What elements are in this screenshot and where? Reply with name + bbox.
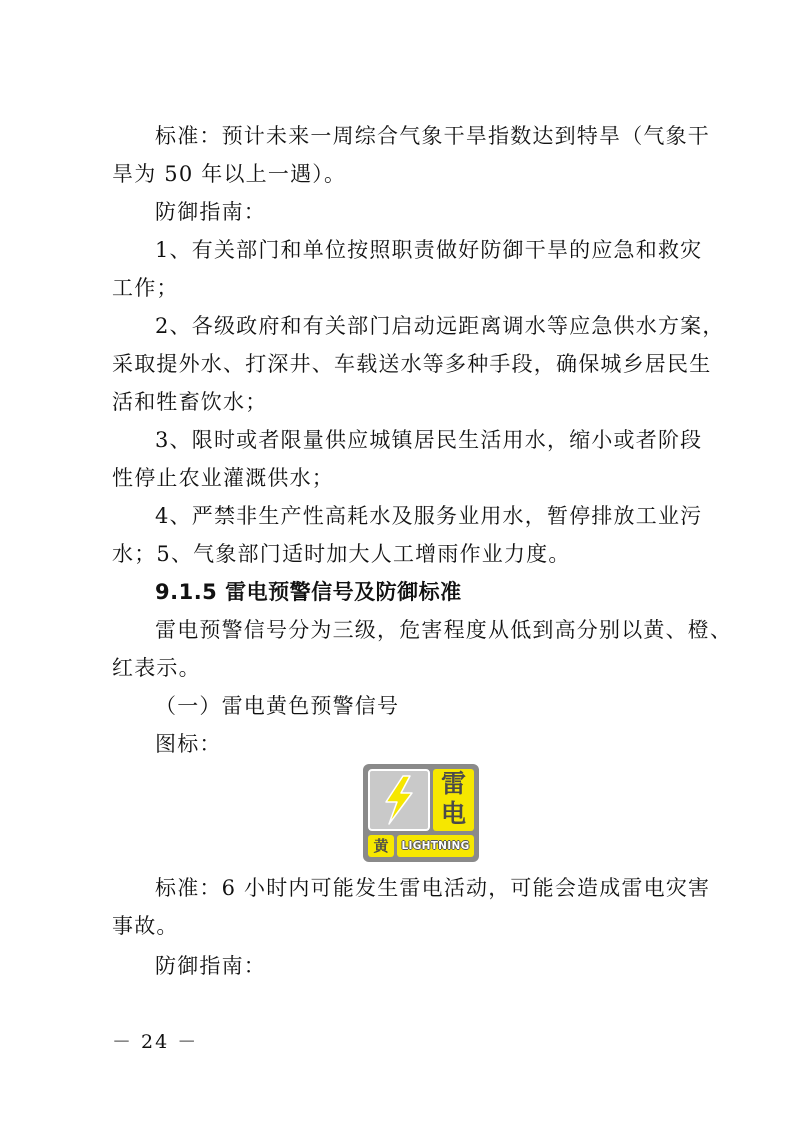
text-line: 采取提外水、打深井、车载送水等多种手段，确保城乡居民生	[112, 352, 712, 376]
text-line: 雷电预警信号分为三级，危害程度从低到高分别以黄、橙、	[155, 618, 733, 642]
lightning-bolt-icon	[370, 771, 428, 829]
text-line: 红表示。	[112, 656, 201, 680]
text-line: 3、限时或者限量供应城镇居民生活用水，缩小或者阶段	[155, 428, 703, 452]
text-line: 4、严禁非生产性高耗水及服务业用水，暂停排放工业污	[155, 504, 703, 528]
text-line: 水；5、气象部门适时加大人工增雨作业力度。	[112, 542, 571, 566]
text-line: 防御指南：	[155, 200, 266, 224]
subsection-heading: （一）雷电黄色预警信号	[155, 694, 400, 718]
text-line: 图标：	[155, 732, 222, 756]
icon-level-char: 黄	[368, 835, 394, 857]
icon-title-panel	[433, 769, 474, 831]
text-line: 1、有关部门和单位按照职责做好防御干旱的应急和救灾	[155, 238, 703, 262]
icon-char-bottom: 电	[440, 799, 466, 828]
lightning-yellow-warning-icon	[363, 764, 479, 862]
text-line: 标准：预计未来一周综合气象干旱指数达到特旱（气象干	[155, 124, 710, 148]
text-line: 防御指南：	[155, 954, 266, 978]
text-line: 活和牲畜饮水；	[112, 390, 268, 414]
icon-label: LIGHTNING	[397, 835, 474, 857]
page-number: － 24 －	[112, 1031, 199, 1053]
text-line: 旱为 50 年以上一遇）。	[112, 162, 347, 186]
icon-char-top: 雷	[440, 769, 466, 798]
text-line: 事故。	[112, 914, 179, 938]
text-line: 标准：6 小时内可能发生雷电活动，可能会造成雷电灾害	[155, 876, 711, 900]
text-line: 工作；	[112, 276, 179, 300]
lightning-bolt-panel	[368, 769, 430, 831]
section-heading: 9.1.5 雷电预警信号及防御标准	[155, 580, 462, 604]
text-line: 性停止农业灌溉供水；	[112, 466, 334, 490]
text-line: 2、各级政府和有关部门启动远距离调水等应急供水方案，	[155, 314, 725, 338]
